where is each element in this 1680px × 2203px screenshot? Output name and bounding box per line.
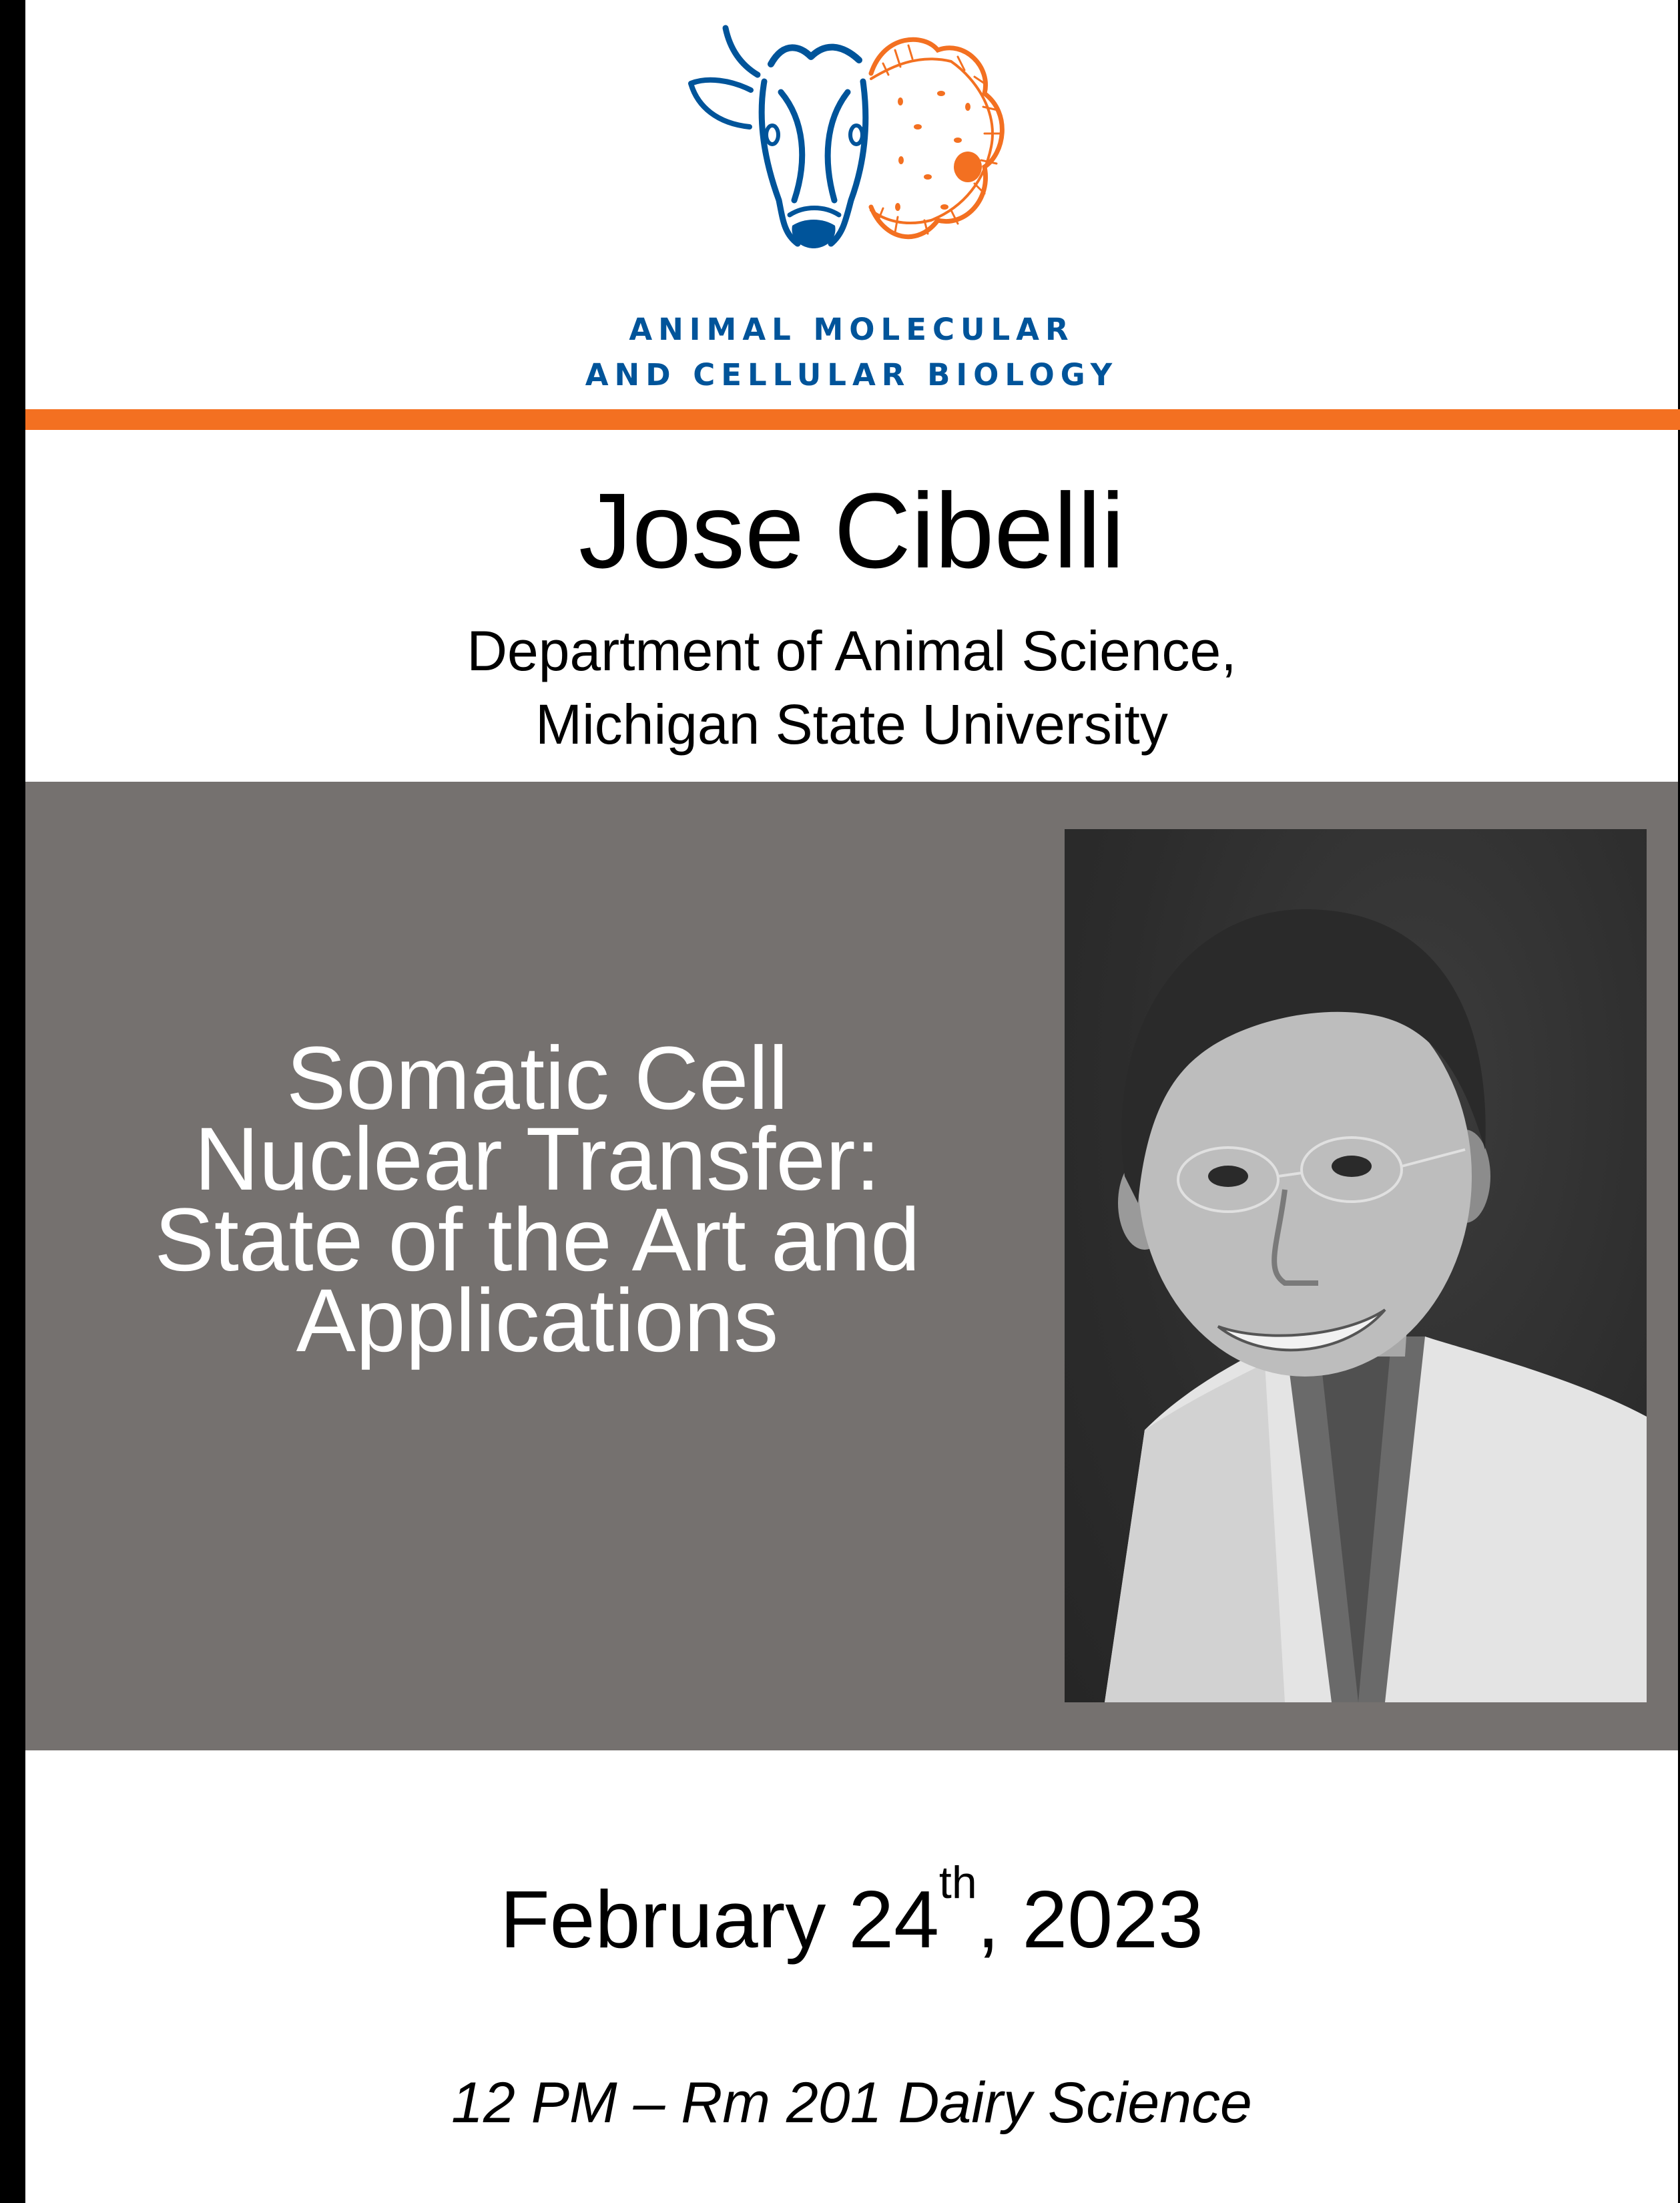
talk-title-line-1: Somatic Cell <box>286 1029 789 1128</box>
affiliation-line-1: Department of Animal Science, <box>467 620 1237 682</box>
speaker-photo <box>1065 829 1647 1702</box>
left-border <box>0 0 25 2203</box>
organization-name <box>25 307 1678 398</box>
affiliation-line-2: Michigan State University <box>535 693 1168 756</box>
speaker-affiliation <box>25 614 1678 761</box>
talk-title <box>40 1029 1035 1371</box>
cow-and-dna-cell-logo-icon <box>671 20 1045 260</box>
talk-title-line-4: Applications <box>296 1271 779 1371</box>
orange-divider <box>25 409 1680 430</box>
talk-title-line-3: State of the Art and <box>154 1190 920 1290</box>
org-name-line-1: ANIMAL MOLECULAR <box>629 312 1075 347</box>
event-date-suffix: th <box>938 1857 977 1908</box>
org-name-line-2: AND CELLULAR BIOLOGY <box>585 357 1119 393</box>
event-time-location: 12 PM – Rm 201 Dairy Science <box>451 2071 1252 2135</box>
event-date-year: , 2023 <box>976 1874 1203 1965</box>
event-date-main: February 24 <box>500 1874 939 1965</box>
speaker-name: Jose Cibelli <box>578 471 1125 590</box>
event-date <box>25 1857 1678 1969</box>
talk-title-line-2: Nuclear Transfer: <box>194 1110 880 1209</box>
